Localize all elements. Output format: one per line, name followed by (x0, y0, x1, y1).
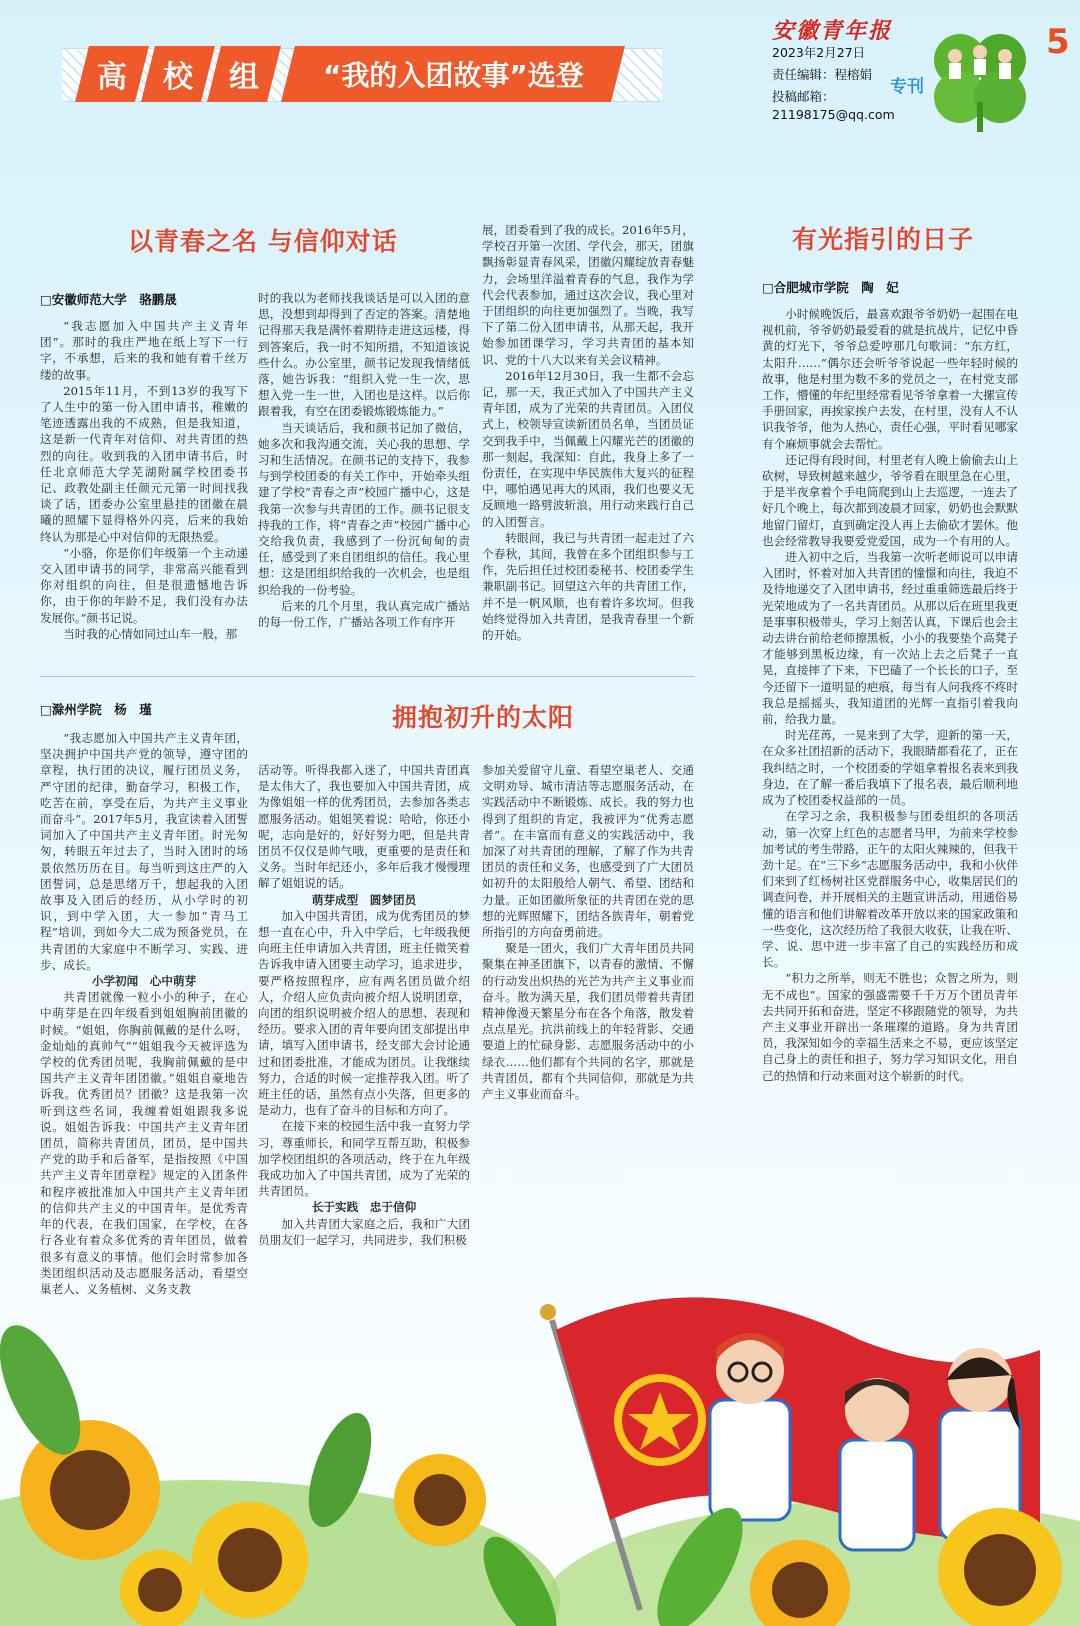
paragraph: 时的我以为老师找我谈话是可以入团的意思，没想到却得到了否定的答案。清楚地记得那天我是满怀着期待走进这远楼，得到答案后，我一时不知所措，不知道该说些什么。办公室里，颜书记发现我情绪低落，她告诉我：“组织入党一生一次，思想入党一生一世，入团也是这样。以后你跟着我，有空在团委锻炼锻炼能力。” (258, 291, 470, 419)
section-divider (40, 676, 694, 677)
paragraph: 加入共青团大家庭之后，我和广大团员朋友们一起学习，共同进步，我们积极 (258, 1216, 470, 1247)
clover-photo-icon (925, 22, 1035, 132)
paragraph: 共青团就像一粒小小的种子，在心中萌芽是在四年级看到姐姐胸前团徽的时候。“姐姐，你胸前佩戴的是什么呀，金灿灿的真帅气”“姐姐我今天被评选为学校的优秀团员呢，我胸前佩戴的是中国共产主义青年团团徽。”姐姐自豪地告诉我。优秀团员？团徽？这是我第一次听到这些名词，我缠着姐姐跟我多说说。姐姐告诉我：中国共产主义青年团团员，简称共青团员，团员，是中国共产党的助手和后备军，是指按照《中国共产主义青年团章程》规定的入团条件和程序被批准加入中国共产主义青年团的信仰共产主义的中国青年。是优秀青年的代表，在我们国家，在学校，在各行各业有着众多优秀的青年团员，做着很多有意义的事情。他们会时常参加各类团组织活动及志愿服务活动，看望空巢老人、义务植树、义务支教 (40, 990, 248, 1296)
article-1-byline: □安徽师范大学 骆鹏晟 (40, 292, 177, 307)
email-address: 21198175@qq.com (772, 107, 895, 122)
article-1-column-3 (482, 222, 694, 648)
paragraph: “小骆，你是你们年级第一个主动递交入团申请书的同学，非常高兴能看到你对组织的向往，但是很遗憾地告诉你，由于你的年龄不足，我们没有办法发展你。”颜书记说。 (40, 545, 248, 625)
article-1-column-2 (258, 290, 470, 648)
paragraph: 小时候晚饭后，最喜欢跟爷爷奶奶一起围在电视机前，爷爷奶奶最爱看的就是抗战片，记忆中昏黄的灯光下，爷爷总爱哼那几句歌词：“东方红，太阳升……”偶尔还会听爷爷说起一些年轻时候的故事，他是村里为数不多的党员之一，在村党支部工作，懵懂的年纪里经常看见爷爷拿着一大摞宣传手册回家，再挨家挨户去发，在村里，没有人不认识我爷爷，他为人热心，责任心强，平时看见哪家有个麻烦事就会去帮忙。 (762, 307, 1018, 451)
subheading: 长于实践 忠于信仰 (311, 1200, 417, 1215)
paragraph: 活动等。听得我都入迷了，中国共青团真是太伟大了，我也要加入中国共青团，成为像姐姐一样的优秀团员，去参加各类志愿服务活动。姐姐笑着说：哈哈，你还小呢，志向是好的，好好努力吧，但是共青团员不仅仅是帅气哦，更重要的是责任和义务。当时年纪还小，多年后我才慢慢理解了姐姐说的话。 (258, 763, 470, 891)
article-3-column-3 (482, 762, 694, 1110)
section-tag-3: 组 (207, 46, 281, 102)
article-2-title: 有光指引的日子 (792, 225, 975, 254)
section-tag-1: 高 (75, 46, 149, 102)
article-2-column (762, 306, 1018, 1112)
section-banner: “我的入团故事”选登 (281, 46, 625, 102)
article-3-byline: □滁州学院 杨 瑾 (40, 702, 152, 717)
page-number: 5 (1046, 22, 1070, 62)
subheading: 萌芽成型 圆梦团员 (311, 892, 417, 907)
paragraph: 后来的几个月里，我认真完成广播站的每一份工作，广播站各项工作有序开 (258, 598, 470, 630)
paragraph: 聚是一团火，我们广大青年团员共同聚集在神圣团旗下，以青春的激情、不懈的行动发出炽热的光芒为共产主义事业而奋斗。散为满天星，我们团员带着共青团精神像漫天繁星分布在各个角落，散发着点点星光。抗洪前线上的年轻背影、交通要道上的忙碌身影、志愿服务活动中的小绿衣……他们都有个共同的名字，那就是共青团员，都有个共同信仰，那就是为共产主义事业而奋斗。 (482, 941, 694, 1102)
paragraph: 还记得有段时间，村里老有人晚上偷偷去山上砍树，导致树越来越少，爷爷看在眼里急在心里，于是半夜拿着个手电筒爬到山上去巡逻，一连去了好几个晚上，每次都到凌晨才回家，奶奶也会默默地留门留灯，直到确定没人再上去偷砍才罢休。他也会经常教导我要爱党爱国，成为一个有用的人。 (762, 452, 1018, 548)
editor-credit: 责任编辑：程榕娟 (772, 67, 873, 82)
paragraph: 2015年11月，不到13岁的我写下了人生中的第一份入团申请书，稚嫩的笔迹透露出我的不成熟，但是我知道，这是新一代青年对信仰、对共青团的热烈的向往。收到我的入团申请书后，时任北京师范大学芜湖附属学校团委书记、政教处副主任颜元元第一时间找我谈了话，团委办公室里悬挂的团徽在晨曦的照耀下显得格外闪亮，后来的我始终认为那是心中对信仰的无限热爱。 (40, 383, 248, 544)
email-label: 投稿邮箱： (772, 89, 835, 104)
paragraph: 转眼间，我已与共青团一起走过了六个春秋，其间，我曾在多个团组织参与工作，先后担任过校团委秘书、校团委学生兼职副书记。回望这六年的共青团工作，并不是一帆风顺，也有着许多坎坷。但我始终觉得加入共青团，是我青春里一个新的开始。 (482, 530, 694, 643)
sunflower-students-illustration (0, 1170, 1080, 1626)
paragraph: 当时我的心情如同过山车一般，那 (63, 626, 238, 641)
paragraph: 2016年12月30日，我一生都不会忘记，那一天，我正式加入了中国共产主义青年团，成为了光荣的共青团员。入团仪式上，校领导宣读新团员名单，当团员证交到我手中，当佩戴上闪耀光芒的团徽的那一刻起，我深知：自此，我身上多了一份责任，在实现中华民族伟大复兴的征程中，哪怕遇见再大的风雨，我们也要义无反顾地一路劈波斩浪，用行动来践行自己的入团誓言。 (482, 368, 694, 529)
paragraph: 时光荏苒，一晃来到了大学，迎新的第一天，在众多社团招新的活动下，我眼睛都看花了，正在我纠结之时，一个校团委的学姐拿着报名表来到我身边，在了解一番后我填下了报名表，最后顺利地成为了校团委权益部的一员。 (762, 728, 1018, 808)
paragraph: 在接下来的校园生活中我一直努力学习，尊重师长，和同学互帮互助，积极参加学校团组织的各项活动，终于在九年级我成功加入了中国共青团，成为了光荣的共青团员。 (258, 1119, 470, 1199)
subheading: 小学初闻 心中萌芽 (91, 974, 197, 989)
special-issue-label: 专刊 (890, 77, 924, 97)
paragraph: “积力之所举，则无不胜也；众智之所为，则无不成也”。国家的强盛需要千千万万个团员青年去共同开拓和奋进，坚定不移跟随党的领导，为共产主义事业开辟出一条璀璨的道路。身为共青团员，我深知如今的幸福生活来之不易，更应该坚定自己身上的责任和担子，努力学习知识文化，用自己的热情和行动来面对这个崭新的时代。 (762, 971, 1018, 1083)
article-1-column-1 (40, 318, 248, 648)
paragraph: 展，团委看到了我的成长。2016年5月，学校召开第一次团、学代会，那天，团旗飘扬彰显青春风采，团徽闪耀绽放青春魅力，会场里洋溢着青春的气息，我作为学代会代表参加，通过这次会议，我心里对于团组织的向往更加强烈了。当晚，我写下了第二份入团申请书，从那天起，我开始参加团课学习，学习共青团的基本知识、党的十八大以来有关会议精神。 (482, 223, 694, 367)
paragraph: 参加关爱留守儿童、看望空巢老人、交通文明劝导、城市清洁等志愿服务活动，在实践活动中不断锻炼、成长。我的努力也得到了组织的肯定，我被评为“优秀志愿者”。在丰富而有意义的实践活动中，我加深了对共青团的理解，了解了作为共青团员的责任和义务，也感受到了广大团员如初升的太阳般给人朝气、希望、团结和力量。正如团徽所象征的共青团在党的思想的光辉照耀下，团结各族青年，朝着党所指引的方向奋勇前进。 (482, 763, 694, 940)
section-tag-2: 校 (141, 46, 215, 102)
article-1-title: 以青春之名 与信仰对话 (128, 227, 398, 256)
article-2-byline: □合肥城市学院 陶 妃 (762, 280, 899, 295)
paragraph: 在学习之余，我积极参与团委组织的各项活动，第一次穿上红色的志愿者马甲，为前来学校参加考试的考生带路，正午的太阳火辣辣的，但我干劲十足。在“三下乡”志愿服务活动中，我和小伙伴们来到了红杨树社区党群服务中心，收集居民们的调查问卷，并开展相关的主题宣讲活动，用通俗易懂的语言和他们讲解着改革开放以来的国家政策和一些变化，这次经历给了我很大收获，让我在听、学、说、思中进一步丰富了自己的实践经历和成长。 (762, 809, 1018, 970)
paragraph: 进入初中之后，当我第一次听老师说可以申请入团时，怀着对加入共青团的憧憬和向往，我迫不及待地递交了入团申请书，经过重重筛选最后终于光荣地成为了一名共青团员。从那以后在班里我更是事事积极带头，学习上刻苦认真，下课后也会主动去讲台前给老师擦黑板，小小的我要垫个高凳子才能够到黑板边缘，有一次站上去之后凳子一直晃，直接摔了下来，下巴磕了一个长长的口子，至今还留下一道明显的疤痕，每当有人问我疼不疼时我总是摇摇头，我知道团的光辉一直指引着我向前，给我力量。 (762, 550, 1018, 727)
paragraph: 当天谈话后，我和颜书记加了微信，她多次和我沟通交流，关心我的思想、学习和生活情况。在颜书记的支持下，我参与到学校团委的有关工作中，开始牵头组建了学校“青春之声”校园广播中心，这是我第一次参与共青团的工作。颜书记很支持我的工作，将“青春之声”校园广播中心交给我负责，我感到了一份沉甸甸的责任，感受到了来自团组织的信任。我心里想：这是团组织给我的一次机会，也是组织给我的一份考验。 (258, 420, 470, 597)
masthead: 安徽青年报 (772, 18, 893, 44)
issue-date: 2023年2月27日 (772, 45, 866, 60)
paragraph: “我志愿加入中国共产主义青年团”。那时的我庄严地在纸上写下一行字，不承想，后来的我和她有着千丝万缕的故事。 (40, 319, 248, 382)
paragraph: 加入中国共青团，成为优秀团员的梦想一直在心中，升入中学后，七年级我便向班主任申请加入共青团，班主任微笑着告诉我申请入团要主动学习，追求进步，要严格按照程序，应有两名团员做介绍人，介绍人应负责向被介绍人说明团章，向团的组织说明被介绍人的思想、表现和经历。要求入团的青年要向团支部提出申请，填写入团申请书，经支部大会讨论通过和团委批准，才能成为团员。让我继续努力，合适的时候一定推荐我入团。听了班主任的话，虽然有点小失落，但更多的是动力，也有了奋斗的目标和方向了。 (258, 908, 470, 1118)
article-3-title: 拥抱初升的太阳 (392, 703, 575, 732)
paragraph: “我志愿加入中国共产主义青年团，坚决拥护中国共产党的领导，遵守团的章程，执行团的决议，履行团员义务，严守团的纪律，勤奋学习，积极工作，吃苦在前，享受在后，为共产主义事业而奋斗”。2017年5月，我宣读着入团誓词加入了中国共产主义青年团。时光匆匆，转眼五年过去了，当时入团时的场景依然历历在目。每当听到这庄严的入团誓词，总是思绪万千，想起我的入团故事及入团后的经历，从小学时的初识，到中学入团，大一参加“青马工程”培训，到如今大二成为预备党员，在共青团的大家庭中不断学习、实践、进步、成长。 (40, 731, 248, 972)
